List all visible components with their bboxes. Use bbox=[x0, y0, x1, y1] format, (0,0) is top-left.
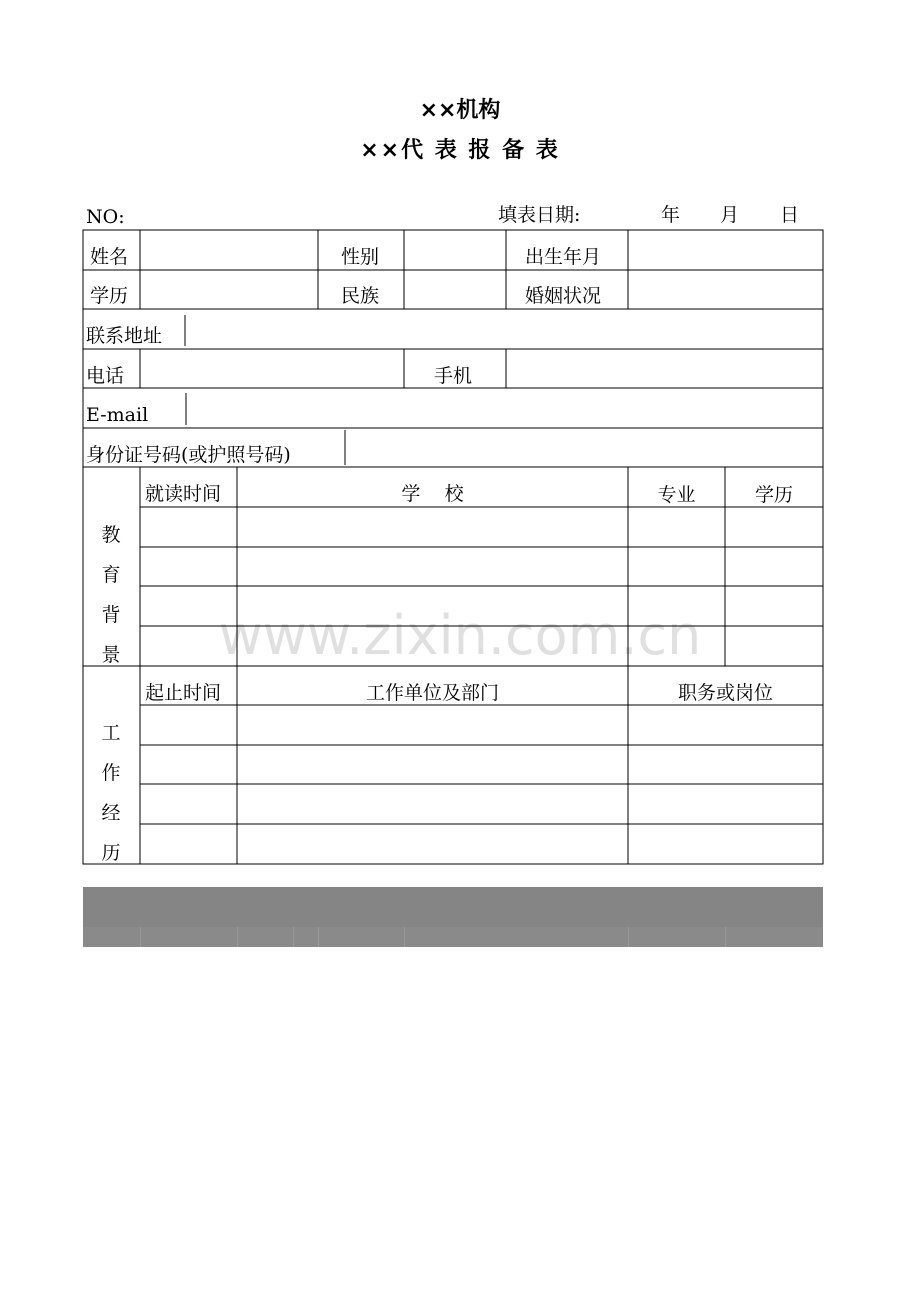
name-label: 姓名 bbox=[90, 246, 129, 268]
grey-divider bbox=[140, 927, 141, 947]
ethnicity-label: 民族 bbox=[341, 285, 380, 307]
grey-band-bottom bbox=[83, 927, 823, 947]
form-title: ××代 表 报 备 表 bbox=[360, 138, 560, 163]
grey-band-top bbox=[83, 887, 823, 927]
phone-label: 电话 bbox=[86, 365, 125, 387]
id-number-label: 身份证号码(或护照号码) bbox=[86, 444, 291, 466]
grey-divider bbox=[628, 927, 629, 947]
no-label: NO: bbox=[86, 206, 125, 228]
work-period-header: 起止时间 bbox=[145, 682, 222, 704]
mobile-label: 手机 bbox=[434, 365, 473, 387]
watermark: www.zixin.com.cn bbox=[218, 604, 702, 667]
org-title: ××机构 bbox=[419, 98, 501, 123]
grey-divider bbox=[725, 927, 726, 947]
grey-divider bbox=[404, 927, 405, 947]
grey-divider bbox=[318, 927, 319, 947]
grey-divider bbox=[237, 927, 238, 947]
edu-major-header: 专业 bbox=[657, 484, 696, 506]
work-employer-header: 工作单位及部门 bbox=[365, 682, 499, 704]
email-label: E-mail bbox=[86, 404, 149, 426]
education-section-title: 教 育 背 景 bbox=[101, 524, 121, 666]
grey-divider bbox=[293, 927, 294, 947]
work-section-title: 工 作 经 历 bbox=[101, 722, 121, 864]
marital-label: 婚姻状况 bbox=[525, 285, 602, 307]
work-position-header: 职务或岗位 bbox=[677, 682, 773, 704]
birth-label: 出生年月 bbox=[525, 246, 602, 268]
education-label: 学历 bbox=[90, 285, 129, 307]
address-label: 联系地址 bbox=[86, 325, 163, 347]
date-label: 填表日期: bbox=[498, 204, 581, 226]
edu-school-header: 学 校 bbox=[401, 483, 464, 505]
edu-period-header: 就读时间 bbox=[145, 483, 222, 505]
day-label: 日 bbox=[780, 204, 800, 226]
month-label: 月 bbox=[720, 204, 740, 226]
edu-degree-header: 学历 bbox=[754, 484, 793, 506]
year-label: 年 bbox=[661, 204, 681, 226]
gender-label: 性别 bbox=[341, 246, 380, 268]
